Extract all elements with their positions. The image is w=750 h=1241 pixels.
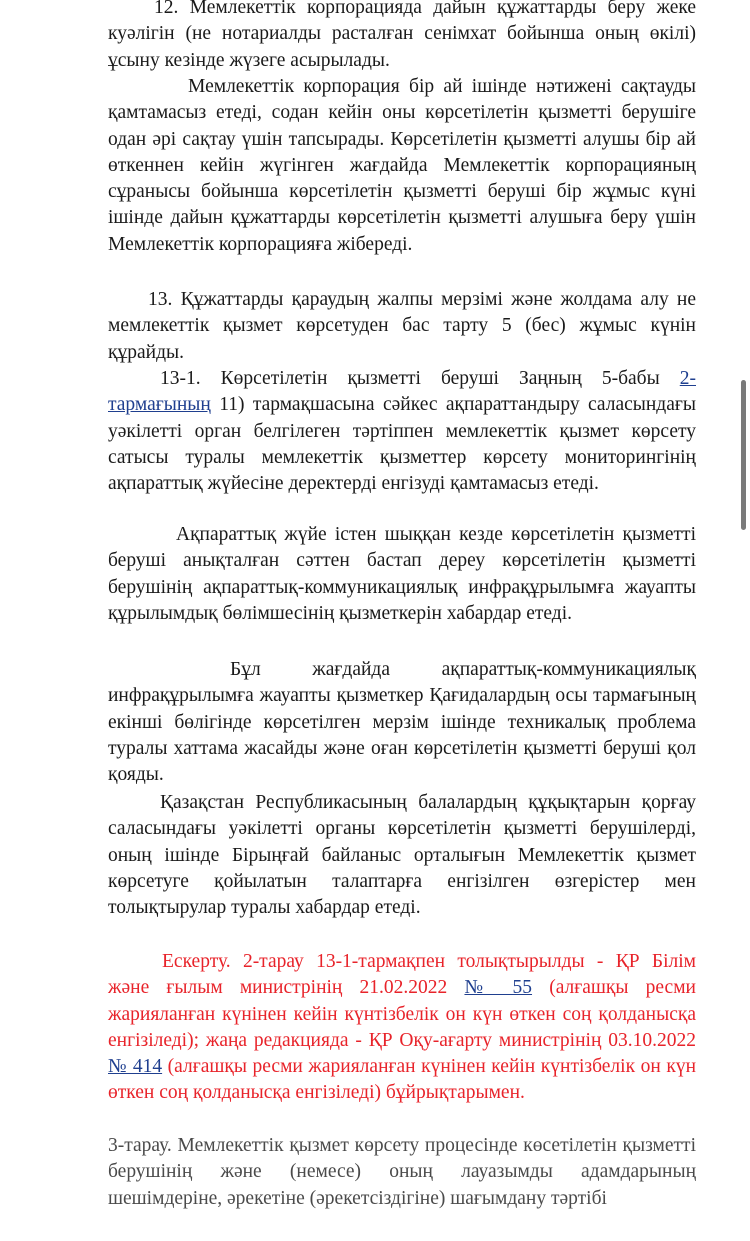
note-text-part3: (алғашқы ресми жарияланған күнінен кейін күнтізбелік он күн өткен соң қолданысқа енгізіледі) бұйрықтарымен.	[108, 1056, 697, 1104]
paragraph-12-storage: Мемлекеттік корпорация бір ай ішінде нәтижені сақтауды қамтамасыз етеді, содан кейін оны көрсетілетін қызметті берушіге одан әрі сақтау үшін тапсырады. Көрсетілетін қызметті алушы бір ай өткеннен кейін жүгінген жағдайда Мемлекеттік корпорацияның сұранысы бойынша көрсетілетін қызметті беруші бір жұмыс күні ішінде дайын құжаттарды көрсетілетін қызметті алушыға беру үшін Мемлекеттік корпорацияға жібереді.	[108, 76, 696, 255]
chapter-3-heading: 3-тарау. Мемлекеттік қызмет көрсету процесінде көсетілетін қызметті берушінің және (немесе) оның лауазымды адамдарының шешімдеріне, әрекетіне (әрекетсіздігіне) шағымдану тәртібі	[108, 1135, 696, 1209]
paragraph-12: 12. Мемлекеттік корпорацияда дайын құжаттарды беру жеке куәлігін (не нотариалды расталған сенімхат бойынша оның өкілі) ұсыну кезінде жүзеге асырылады.	[108, 0, 696, 71]
paragraph-13-1-lead: 13-1. Көрсетілетін қызметті беруші Заңның 5-бабы	[160, 368, 680, 389]
note-text-part2: (алғашқы ресми жарияланған күнінен кейін күнтізбелік он күн өткен соң қолданысқа енгізіледі); жаңа редакцияда - ҚР Оқу-ағарту министрінің 03.10.2022	[108, 977, 696, 1051]
paragraph-13-1	[108, 366, 696, 497]
paragraph-13: 13. Құжаттарды қараудың жалпы мерзімі және жолдама алу не мемлекеттік қызмет көрсетуден бас тарту 5 (бес) жұмыс күнін құрайды.	[108, 289, 696, 363]
editorial-note	[108, 949, 696, 1107]
scrollbar-thumb[interactable]	[741, 380, 746, 530]
link-order-55[interactable]: № 55	[464, 977, 533, 999]
paragraph-protocol: Бұл жағдайда ақпараттық-коммуникациялық инфрақұрылымға жауапты қызметкер Қағидалардың осы тармағының екінші бөлігінде көрсетілген мерзім ішінде техникалық проблема туралы хаттама жасайды және оған көрсетілетін қызметті беруші қол қояды.	[108, 659, 696, 786]
paragraph-info-system-failure: Ақпараттық жүйе істен шыққан кезде көрсетілетін қызметті беруші анықталған сәттен бастап дереу көрсетілетін қызметті берушінің ақпараттық-коммуникациялық инфрақұрылымға жауапты құрылымдық бөлімшесінің қызметкерін хабардар етеді.	[108, 524, 696, 624]
link-article-5-item-2[interactable]: 2-тармағының	[108, 368, 696, 416]
note-text-part1: Ескерту. 2-тарау 13-1-тармақпен толықтырылды - ҚР Білім және ғылым министрінің 21.02.2022	[108, 951, 696, 999]
link-order-414[interactable]: № 414	[108, 1056, 163, 1078]
paragraph-13-1-rest: 11) тармақшасына сәйкес ақпараттандыру саласындағы уәкілетті орган белгілеген тәртіппен мемлекеттік қызмет көрсету сатысы туралы мемлекеттік қызметтер көрсету мониторингінің ақпараттық жүйесіне деректерді енгізуді қамтамасыз етеді.	[108, 394, 696, 495]
paragraph-notification: Қазақстан Республикасының балалардың құқықтарын қорғау саласындағы уәкілетті органы көрсетілетін қызметті берушілерді, оның ішінде Бірыңғай байланыс орталығын Мемлекеттік қызмет көрсетуге қойылатын талаптарға енгізілген өзгерістер мен толықтырулар туралы хабардар етеді.	[108, 792, 696, 919]
